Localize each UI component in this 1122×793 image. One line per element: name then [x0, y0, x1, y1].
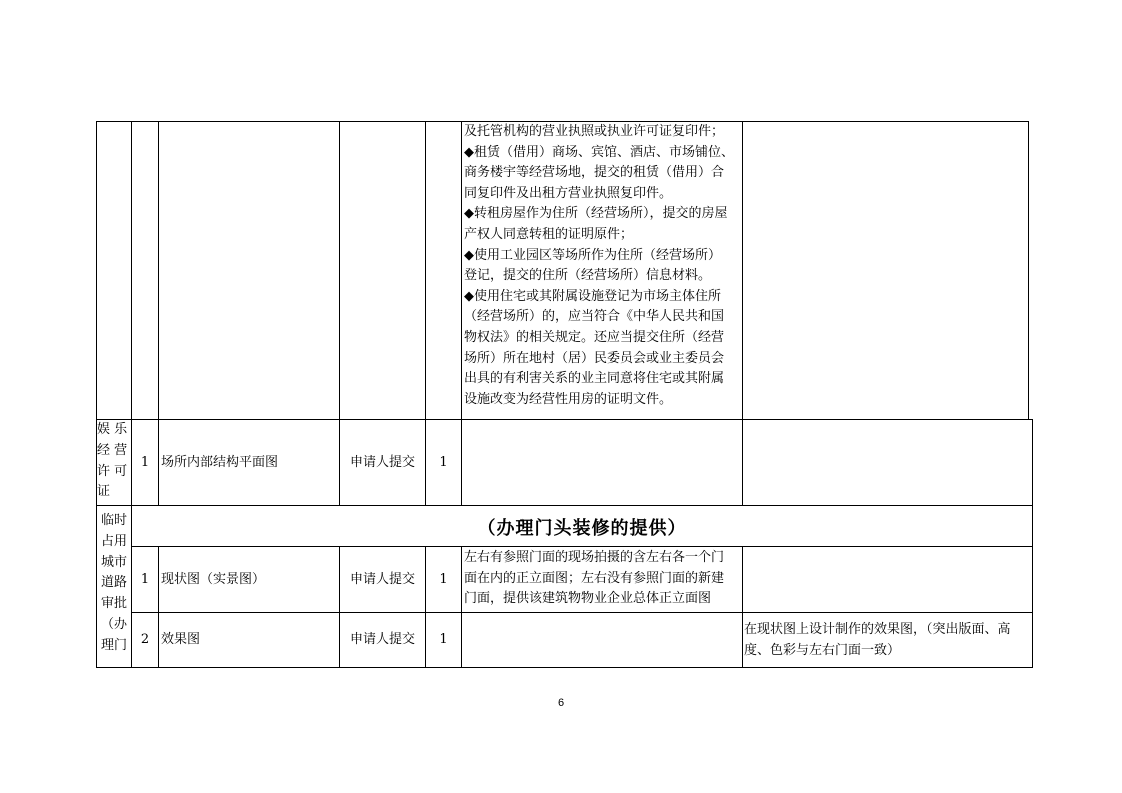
requirement-line: 商务楼宇等经营场地，提交的租赁（借用）合 — [464, 165, 725, 181]
material-source: 申请人提交 — [349, 454, 415, 470]
requirement-line: ◆使用住宅或其附属设施登记为市场主体住所 — [464, 288, 721, 304]
requirement-line: 面在内的正立面图；左右没有参照门面的新建 — [464, 570, 725, 586]
requirement-line: 产权人同意转租的证明原件； — [464, 226, 634, 242]
remark-cell — [744, 620, 1011, 661]
category-cell-road-occupation — [97, 511, 131, 657]
material-name: 现状图（实景图） — [161, 571, 266, 587]
requirement-cell — [464, 613, 740, 667]
requirement-line: 出具的有利害关系的业主同意将住宅或其附属 — [464, 371, 725, 387]
requirement-line: 左右有参照门面的现场拍摄的含左右各一个门 — [464, 550, 725, 565]
requirement-line: 物权法》的相关规定。还应当提交住所（经营 — [464, 329, 725, 345]
requirement-cell-continued — [464, 122, 734, 410]
category-line: 道路 — [100, 575, 127, 591]
col-divider — [461, 546, 462, 668]
col-divider — [742, 546, 743, 668]
row-index: 1 — [140, 571, 150, 587]
col-divider — [158, 121, 159, 506]
table-border-right — [1028, 121, 1029, 420]
section-heading: （办理门头装修的提供） — [477, 518, 687, 539]
row-index: 2 — [140, 632, 150, 647]
row-index: 1 — [140, 454, 150, 470]
remark-cell — [745, 547, 1029, 612]
col-divider — [742, 121, 743, 506]
material-source: 申请人提交 — [349, 632, 415, 647]
requirement-cell — [464, 548, 724, 610]
category-line: 许 可 — [97, 463, 128, 479]
copies-count: 1 — [439, 571, 448, 587]
category-line: 经 营 — [97, 442, 128, 458]
table-border-bottom — [96, 667, 1033, 668]
requirement-line: 登记，提交的住所（经营场所）信息材料。 — [464, 268, 712, 284]
remark-cell — [745, 420, 1029, 505]
category-line: （办 — [100, 616, 127, 632]
col-divider — [158, 546, 159, 668]
copies-count: 1 — [439, 454, 448, 470]
category-line: 审批 — [100, 596, 127, 612]
category-line: 临时 — [100, 513, 127, 528]
requirement-line: 及托管机构的营业执照或执业许可证复印件； — [464, 124, 725, 139]
material-name: 场所内部结构平面图 — [161, 454, 279, 470]
requirement-line: （经营场所）的，应当符合《中华人民共和国 — [464, 309, 725, 325]
category-cell-entertainment — [97, 420, 131, 503]
category-line: 娱 乐 — [97, 422, 128, 437]
requirement-line: ◆使用工业园区等场所作为住所（经营场所） — [464, 247, 721, 263]
category-line: 证 — [97, 484, 111, 500]
requirement-line: 同复印件及出租方营业执照复印件。 — [464, 185, 673, 201]
requirement-line: ◆租赁（借用）商场、宾馆、酒店、市场铺位、 — [464, 144, 734, 160]
row-divider — [96, 505, 1033, 506]
copies-count: 1 — [439, 632, 448, 647]
category-line: 城市 — [100, 554, 127, 570]
requirement-line: 门面，提供该建筑物物业企业总体正立面图 — [464, 591, 712, 607]
remark-line: 在现状图上设计制作的效果图，（突出版面、高 — [744, 622, 1011, 637]
requirement-cell — [464, 420, 740, 505]
remark-line: 度、色彩与左右门面一致） — [744, 642, 901, 658]
page-number: 6 — [557, 697, 565, 709]
category-line: 理门 — [100, 637, 127, 653]
requirement-line: 设施改变为经营性用房的证明文件。 — [464, 391, 673, 407]
requirement-line: 场所）所在地村（居）民委员会或业主委员会 — [464, 350, 725, 366]
requirement-line: ◆转租房屋作为住所（经营场所），提交的房屋 — [464, 206, 728, 222]
material-source: 申请人提交 — [349, 571, 415, 587]
category-line: 占用 — [100, 533, 127, 549]
material-name: 效果图 — [161, 632, 201, 647]
col-divider — [461, 121, 462, 506]
